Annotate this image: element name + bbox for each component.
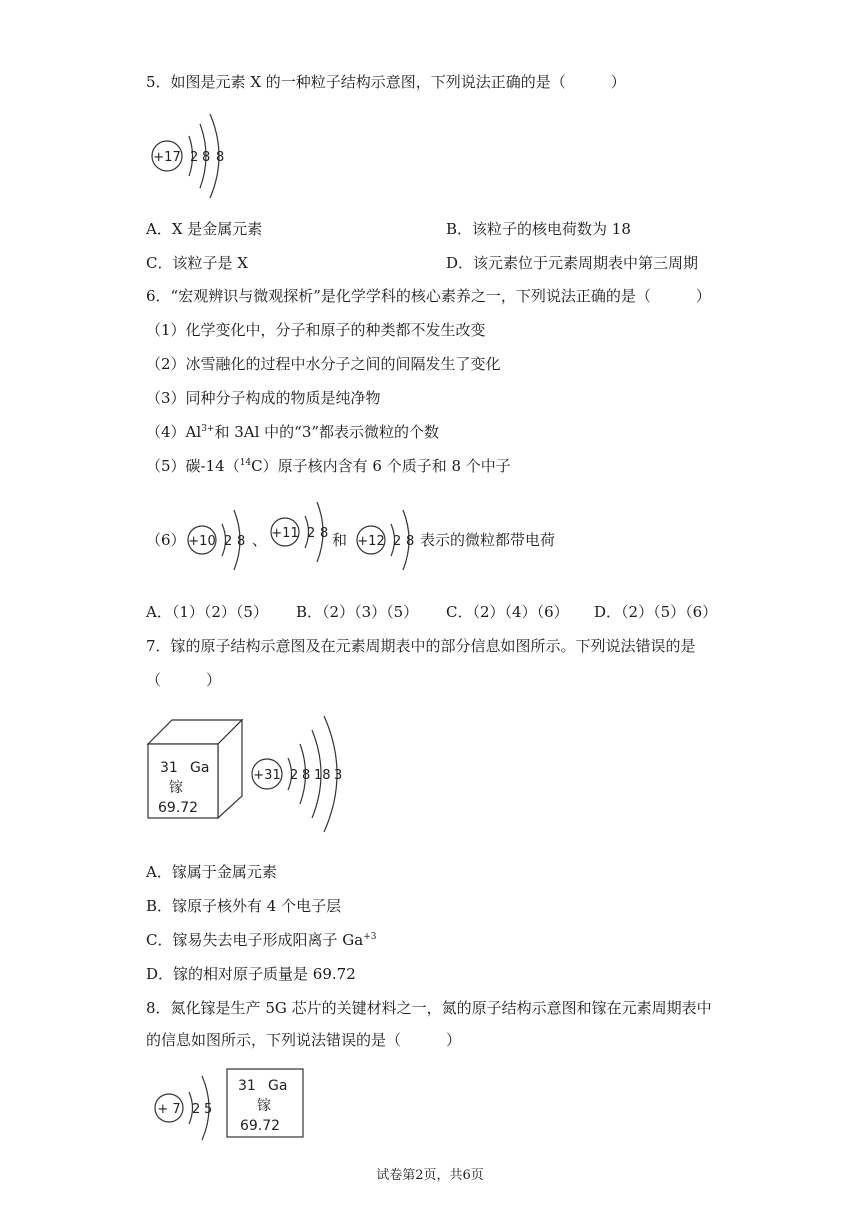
nucleus-label: + 7 <box>157 1102 181 1117</box>
shell-1-count: 2 <box>224 534 233 549</box>
statement-4-post: 和 3Al 中的“3”都表示微粒的个数 <box>214 423 440 441</box>
nucleus-label: +31 <box>253 768 281 783</box>
option-label: D． <box>446 254 474 272</box>
option-text: （2）（5）（6） <box>621 603 718 621</box>
option-label: B． <box>146 897 173 915</box>
option-text: 镓原子核外有 4 个电子层 <box>172 897 342 915</box>
statement-5-pre: （5）碳-14（ <box>146 457 240 475</box>
shell-1-count: 2 <box>393 534 402 549</box>
option-label: B． <box>296 603 323 621</box>
shell-2-count: 8 <box>406 534 415 549</box>
option-text: （1）（2）（5） <box>171 603 268 621</box>
page-footer: 试卷第2页，共6页 <box>376 1168 484 1183</box>
card-symbol: Ga <box>190 760 210 776</box>
shell-2-count: 8 <box>237 534 246 549</box>
q5-number: 5． <box>146 73 171 91</box>
q5-shell-2-count: 8 <box>202 150 211 165</box>
shell-2-count: 5 <box>204 1102 213 1117</box>
statement-5-post: C）原子核内含有 6 个质子和 8 个中子 <box>251 457 511 475</box>
option-label: D． <box>146 965 174 983</box>
q6-option-a[interactable] <box>146 602 268 622</box>
option-label: A． <box>146 220 172 238</box>
q8-stem <box>146 998 712 1018</box>
q5-nucleus-label: +17 <box>153 150 181 165</box>
q5-shell-3-count: 8 <box>216 150 225 165</box>
q8-text: 氮化镓是生产 5G 芯片的关键材料之一，氮的原子结构示意图和镓在元素周期表中 <box>170 999 712 1017</box>
q7-text: 镓的原子结构示意图及在元素周期表中的部分信息如图所示。下列说法错误的是 <box>170 637 696 655</box>
card-atomic-number: 31 <box>160 760 178 776</box>
card-atomic-mass: 69.72 <box>240 1118 281 1134</box>
q7-option-d[interactable] <box>146 964 356 984</box>
q5-atom-diagram <box>144 104 244 204</box>
q5-option-a[interactable] <box>146 219 262 239</box>
card-symbol: Ga <box>268 1078 288 1094</box>
q7-stem <box>146 636 696 656</box>
shell-1-count: 2 <box>192 1102 201 1117</box>
q5-option-b[interactable] <box>446 219 631 239</box>
q5-option-c[interactable] <box>146 253 248 273</box>
q5-shell-1-count: 2 <box>190 150 199 165</box>
q6-atom-diagram-magnesium <box>354 498 426 582</box>
q7-option-b[interactable] <box>146 896 341 916</box>
q7-number: 7． <box>146 637 171 655</box>
nucleus-label: +10 <box>188 534 216 549</box>
q7-option-a[interactable] <box>146 862 277 882</box>
card-element-name: 镓 <box>169 780 183 796</box>
q6-statement-4 <box>146 422 439 442</box>
option-text: （2）（3）（5） <box>322 603 419 621</box>
q7-element-card <box>146 718 246 822</box>
q5-stem <box>146 72 626 92</box>
option-label: C． <box>146 254 173 272</box>
q6-statement-5 <box>146 456 511 476</box>
shell-1-count: 2 <box>290 768 299 783</box>
option-text: 该元素位于元素周期表中第三周期 <box>473 254 699 272</box>
option-text: 镓易失去电子形成阳离子 Ga <box>172 931 364 949</box>
option-text: X 是金属元素 <box>171 220 263 238</box>
q6-text: “宏观辨识与微观探析”是化学学科的核心素养之一，下列说法正确的是（ ） <box>170 287 711 305</box>
statement-4-sup: 3+ <box>201 424 215 434</box>
nucleus-label: +12 <box>357 534 385 549</box>
card-atomic-mass: 69.72 <box>158 800 199 816</box>
q8-atom-diagram <box>152 1068 232 1148</box>
q5-text: 如图是元素 X 的一种粒子结构示意图，下列说法正确的是（ ） <box>170 73 626 91</box>
option-label: D． <box>594 603 622 621</box>
shell-2-count: 8 <box>320 526 329 541</box>
q7-atom-diagram <box>248 708 358 838</box>
q6-separator-1: 、 <box>252 531 268 549</box>
statement-4-pre: （4）Al <box>146 423 202 441</box>
option-c-sup: +3 <box>363 932 377 942</box>
q6-statement-6-prefix: （6） <box>146 531 186 549</box>
shell-4-count: 3 <box>334 768 343 783</box>
q6-statement-2: （2）冰雪融化的过程中水分子之间的间隔发生了变化 <box>146 355 501 373</box>
card-element-name: 镓 <box>257 1098 271 1114</box>
q7-stem-cont: （ ） <box>146 671 222 689</box>
q8-number: 8． <box>146 999 171 1017</box>
option-text: 镓的相对原子质量是 69.72 <box>173 965 356 983</box>
option-label: A． <box>146 603 172 621</box>
shell-3-count: 18 <box>314 768 331 783</box>
option-text: 镓属于金属元素 <box>171 863 277 881</box>
q6-option-d[interactable] <box>594 602 717 622</box>
card-atomic-number: 31 <box>238 1078 256 1094</box>
option-label: A． <box>146 863 172 881</box>
q7-option-c[interactable] <box>146 930 376 950</box>
shell-2-count: 8 <box>302 768 311 783</box>
option-label: B． <box>446 220 473 238</box>
option-text: （2）（4）（6） <box>472 603 569 621</box>
q8-element-card <box>226 1068 306 1140</box>
q6-atom-diagram-sodium <box>268 494 340 578</box>
shell-1-count: 2 <box>307 526 316 541</box>
q8-stem-cont: 的信息如图所示，下列说法错误的是（ ） <box>146 1031 462 1049</box>
nucleus-label: +11 <box>271 526 299 541</box>
q6-statement-1: （1）化学变化中，分子和原子的种类都不发生改变 <box>146 321 486 339</box>
q6-option-c[interactable] <box>446 602 569 622</box>
q6-number: 6． <box>146 287 171 305</box>
option-label: C． <box>146 931 173 949</box>
q6-stem <box>146 286 711 306</box>
q6-option-b[interactable] <box>296 602 418 622</box>
option-text: 该粒子是 X <box>172 254 248 272</box>
statement-5-sup: 14 <box>239 458 252 468</box>
q6-statement-3: （3）同种分子构成的物质是纯净物 <box>146 389 381 407</box>
option-label: C． <box>446 603 473 621</box>
option-text: 该粒子的核电荷数为 18 <box>472 220 631 238</box>
q6-separator-2: 和 <box>332 531 348 549</box>
q6-statement-6-suffix: 表示的微粒都带电荷 <box>420 531 556 549</box>
q5-option-d[interactable] <box>446 253 698 273</box>
